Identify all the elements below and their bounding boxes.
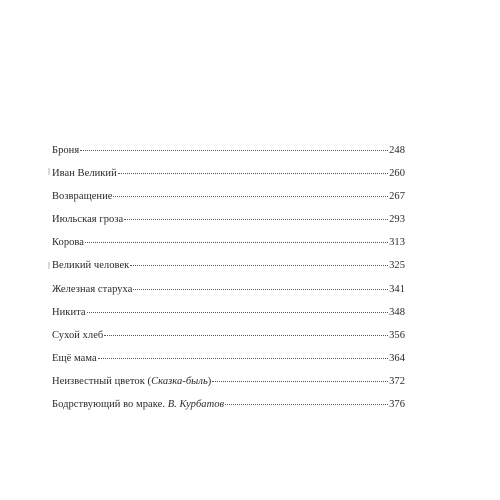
toc-entry-title: Возвращение bbox=[52, 191, 113, 203]
toc-entry-subtitle: Сказка-быль bbox=[151, 375, 208, 387]
dot-leader bbox=[113, 196, 388, 197]
toc-entry-page: 348 bbox=[389, 306, 405, 318]
toc-entry bbox=[52, 330, 405, 353]
toc-entry-title: Великий человек bbox=[52, 260, 130, 272]
toc-entry-title bbox=[52, 376, 211, 387]
toc-entry-title: Иван Великий bbox=[52, 168, 117, 180]
toc-entry-page: 341 bbox=[389, 283, 405, 295]
toc-entry-page: 267 bbox=[389, 191, 405, 203]
toc-entry bbox=[52, 284, 405, 307]
toc-entry bbox=[52, 237, 405, 260]
dot-leader bbox=[98, 358, 388, 359]
dot-leader bbox=[124, 219, 388, 220]
toc-entry-title: Никита bbox=[52, 306, 86, 318]
toc-entry-page: 364 bbox=[389, 352, 405, 364]
toc-entry-page: 325 bbox=[389, 260, 405, 272]
toc-entry bbox=[52, 376, 405, 399]
dot-leader bbox=[80, 150, 388, 151]
toc-entry-page: 248 bbox=[389, 145, 405, 156]
dot-leader bbox=[212, 381, 388, 382]
toc-entry-title: Корова bbox=[52, 237, 85, 249]
toc-entry-title: Ещё мама bbox=[52, 352, 97, 364]
toc-entry bbox=[52, 260, 405, 283]
toc-entry-page: 356 bbox=[389, 329, 405, 341]
toc-entry bbox=[52, 214, 405, 237]
toc-entry bbox=[52, 191, 405, 214]
toc-entry-title bbox=[52, 399, 224, 410]
dot-leader bbox=[118, 173, 388, 174]
toc-entry-page: 313 bbox=[389, 237, 405, 249]
toc-entry-title-end: ) bbox=[207, 375, 212, 387]
toc-entry bbox=[52, 353, 405, 376]
dot-leader bbox=[85, 242, 388, 243]
page-edge-mark bbox=[48, 262, 50, 269]
toc-entry bbox=[52, 399, 405, 422]
toc-entry-page: 260 bbox=[389, 168, 405, 180]
page-edge-mark bbox=[48, 168, 50, 175]
toc-entry-title: Броня bbox=[52, 145, 80, 156]
toc-entry bbox=[52, 168, 405, 191]
toc-entry-author: В. Курбатов bbox=[167, 399, 225, 411]
toc-entry bbox=[52, 145, 405, 168]
toc-entry-title: Июльская гроза bbox=[52, 214, 124, 226]
dot-leader bbox=[87, 312, 388, 313]
toc-entry-title-main: Бодрствующий во мраке. bbox=[52, 399, 168, 411]
toc-entry-title: Железная старуха bbox=[52, 283, 133, 295]
toc-entry bbox=[52, 307, 405, 330]
dot-leader bbox=[133, 289, 388, 290]
dot-leader bbox=[225, 404, 388, 405]
dot-leader bbox=[104, 335, 388, 336]
toc-entry-page: 293 bbox=[389, 214, 405, 226]
toc-entry-title: Сухой хлеб bbox=[52, 329, 104, 341]
toc-entry-page: 372 bbox=[389, 375, 405, 387]
toc-entry-page: 376 bbox=[389, 399, 405, 411]
table-of-contents bbox=[52, 145, 405, 422]
toc-entry-title-main: Неизвестный цветок ( bbox=[52, 375, 152, 387]
dot-leader bbox=[130, 265, 388, 266]
